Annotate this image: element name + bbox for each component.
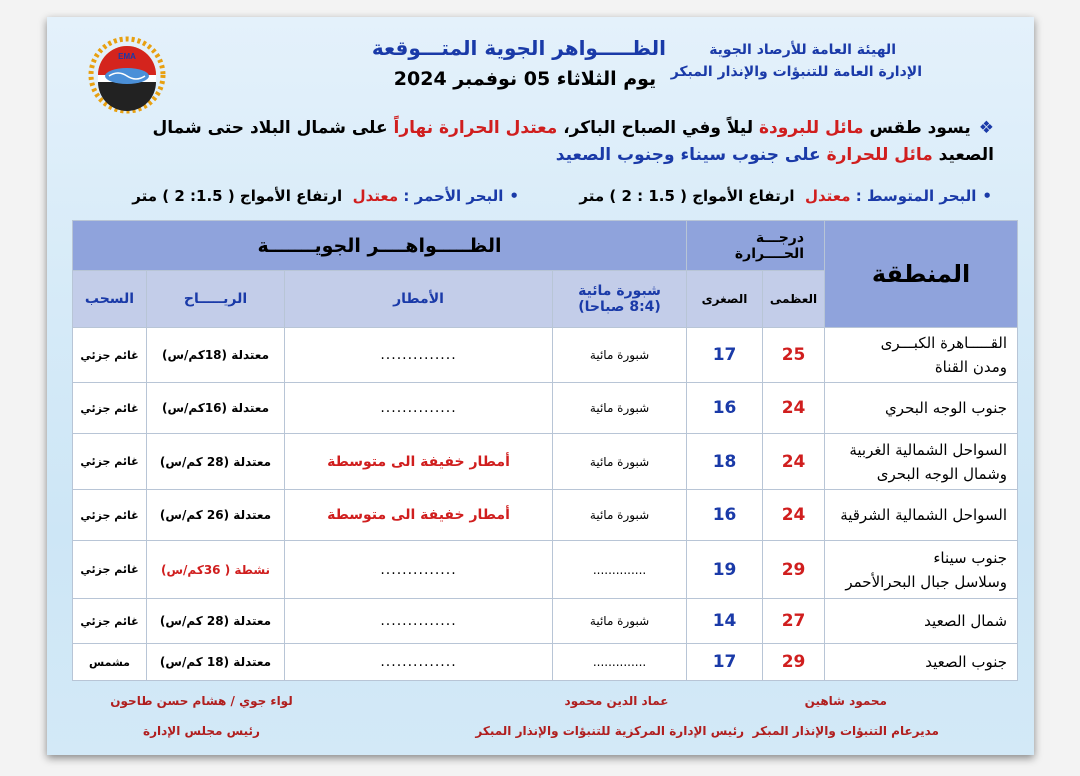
min-temp-cell: 19 <box>687 541 763 599</box>
cloud-cell: غائم جزئي <box>73 328 147 383</box>
cloud-cell: مشمس <box>73 644 147 681</box>
phenomena-header: الظـــــواهــــر الجويـــــــة <box>73 221 687 271</box>
region-cell: جنوب الوجه البحري <box>825 383 1018 434</box>
max-temp-cell: 24 <box>763 434 825 490</box>
cloud-cell: غائم جزئي <box>73 541 147 599</box>
min-temp-cell: 16 <box>687 490 763 541</box>
wind-cell: معتدلة (16كم/س) <box>147 383 285 434</box>
fog-cell: شبورة مائية <box>553 599 687 644</box>
rain-cell: .............. <box>285 599 553 644</box>
region-column-header: المنطقة <box>825 221 1018 328</box>
rain-cell: أمطار خفيفة الى متوسطة <box>285 434 553 490</box>
summary-highlight: مائل للحرارة <box>826 145 933 165</box>
table-row <box>73 644 1018 681</box>
signature-central-director <box>475 694 744 738</box>
red-sea-status <box>132 187 519 205</box>
page-title: الظـــــواهر الجوية المتـــوقعة <box>371 36 666 60</box>
fog-cell: شبورة مائية <box>553 434 687 490</box>
min-temp-cell: 16 <box>687 383 763 434</box>
region-cell: جنوب الصعيد <box>825 644 1018 681</box>
region-cell: القـــــاهرة الكبـــرى ومدن القناة <box>825 328 1018 383</box>
max-temp-cell: 25 <box>763 328 825 383</box>
bullet-icon: • <box>982 187 992 205</box>
diamond-bullet-icon: ❖ <box>978 118 994 138</box>
max-temp-cell: 29 <box>763 541 825 599</box>
max-temp-header: العظمى <box>763 271 825 328</box>
signer-title: رئيس الإدارة المركزية للتنبؤات والإنذار المبكر <box>475 724 744 738</box>
rain-cell: أمطار خفيفة الى متوسطة <box>285 490 553 541</box>
signature-board-chairman <box>109 694 294 738</box>
wind-cell: معتدلة (28 كم/س) <box>147 599 285 644</box>
summary-text: يسود طقس <box>863 118 971 138</box>
summary-highlight: معتدل الحرارة نهاراً <box>393 118 558 138</box>
min-temp-cell: 17 <box>687 328 763 383</box>
rain-cell: .............. <box>285 644 553 681</box>
max-temp-cell: 27 <box>763 599 825 644</box>
signer-title: مديرعام التنبؤات والإنذار المبكر <box>752 724 939 738</box>
temperature-header: درجـــة الحــــرارة <box>687 221 825 271</box>
sea-label: البحر الأحمر : <box>403 187 504 205</box>
table-row <box>73 434 1018 490</box>
wave-height: ارتفاع الأمواج ( 1.5: 2 ) متر <box>132 187 343 205</box>
forecast-sheet <box>47 17 1034 755</box>
summary-text: على شمال البلاد حتى شمال الصعيد <box>152 118 994 165</box>
min-temp-header: الصغرى <box>687 271 763 328</box>
fog-cell: شبورة مائية <box>553 490 687 541</box>
rain-cell: .............. <box>285 383 553 434</box>
region-cell: جنوب سيناء وسلاسل جبال البحرالأحمر <box>825 541 1018 599</box>
wind-cell: نشطة ( 36كم/س) <box>147 541 285 599</box>
fog-header: شبورة مائية (8:4 صباحا) <box>553 271 687 328</box>
table-row <box>73 541 1018 599</box>
signer-name: عماد الدين محمود <box>564 694 669 708</box>
cloud-cell: غائم جزئي <box>73 434 147 490</box>
cloud-cell: غائم جزئي <box>73 599 147 644</box>
rain-cell: .............. <box>285 541 553 599</box>
forecast-date: يوم الثلاثاء 05 نوفمبر 2024 <box>393 68 657 90</box>
max-temp-cell: 24 <box>763 383 825 434</box>
table-row <box>73 328 1018 383</box>
signer-name: محمود شاهين <box>804 694 887 708</box>
logo-text: EMA <box>118 52 136 61</box>
rain-header: الأمطار <box>285 271 553 328</box>
sea-label: البحر المتوسط : <box>855 187 977 205</box>
wave-height: ارتفاع الأمواج ( 1.5 : 2 ) متر <box>579 187 795 205</box>
summary-text: ليلاً وفي الصباح الباكر، <box>557 118 759 138</box>
ema-logo-icon <box>87 35 167 115</box>
min-temp-cell: 17 <box>687 644 763 681</box>
fog-cell: .............. <box>553 541 687 599</box>
forecast-table <box>72 220 1018 681</box>
bullet-icon: • <box>509 187 519 205</box>
region-cell: شمال الصعيد <box>825 599 1018 644</box>
wind-header: الريـــــاح <box>147 271 285 328</box>
region-cell: السواحل الشمالية الشرقية <box>825 490 1018 541</box>
wind-cell: معتدلة (18كم/س) <box>147 328 285 383</box>
cloud-header: السحب <box>73 271 147 328</box>
signer-title: رئيس مجلس الإدارة <box>143 724 260 738</box>
min-temp-cell: 18 <box>687 434 763 490</box>
summary-highlight: مائل للبرودة <box>759 118 864 138</box>
sea-state: معتدل <box>804 187 851 205</box>
min-temp-cell: 14 <box>687 599 763 644</box>
rain-cell: .............. <box>285 328 553 383</box>
fog-cell: شبورة مائية <box>553 383 687 434</box>
wind-cell: معتدلة (18 كم/س) <box>147 644 285 681</box>
weather-summary <box>97 115 994 169</box>
mediterranean-sea-status <box>579 187 992 205</box>
fog-cell: شبورة مائية <box>553 328 687 383</box>
wind-cell: معتدلة (28 كم/س) <box>147 434 285 490</box>
org-department: الإدارة العامة للتنبؤات والإنذار المبكر <box>670 64 922 80</box>
org-name: الهيئة العامة للأرصاد الجوية <box>709 42 896 58</box>
cloud-cell: غائم جزئي <box>73 383 147 434</box>
max-temp-cell: 29 <box>763 644 825 681</box>
cloud-cell: غائم جزئي <box>73 490 147 541</box>
signer-name: لواء جوي / هشام حسن طاحون <box>110 694 293 708</box>
max-temp-cell: 24 <box>763 490 825 541</box>
sea-state: معتدل <box>352 187 399 205</box>
summary-text: على جنوب سيناء وجنوب الصعيد <box>555 145 827 165</box>
table-row <box>73 490 1018 541</box>
table-row <box>73 383 1018 434</box>
signature-forecast-director <box>753 694 939 738</box>
wind-cell: معتدلة (26 كم/س) <box>147 490 285 541</box>
region-cell: السواحل الشمالية الغربية وشمال الوجه البحرى <box>825 434 1018 490</box>
table-row <box>73 599 1018 644</box>
fog-cell: .............. <box>553 644 687 681</box>
